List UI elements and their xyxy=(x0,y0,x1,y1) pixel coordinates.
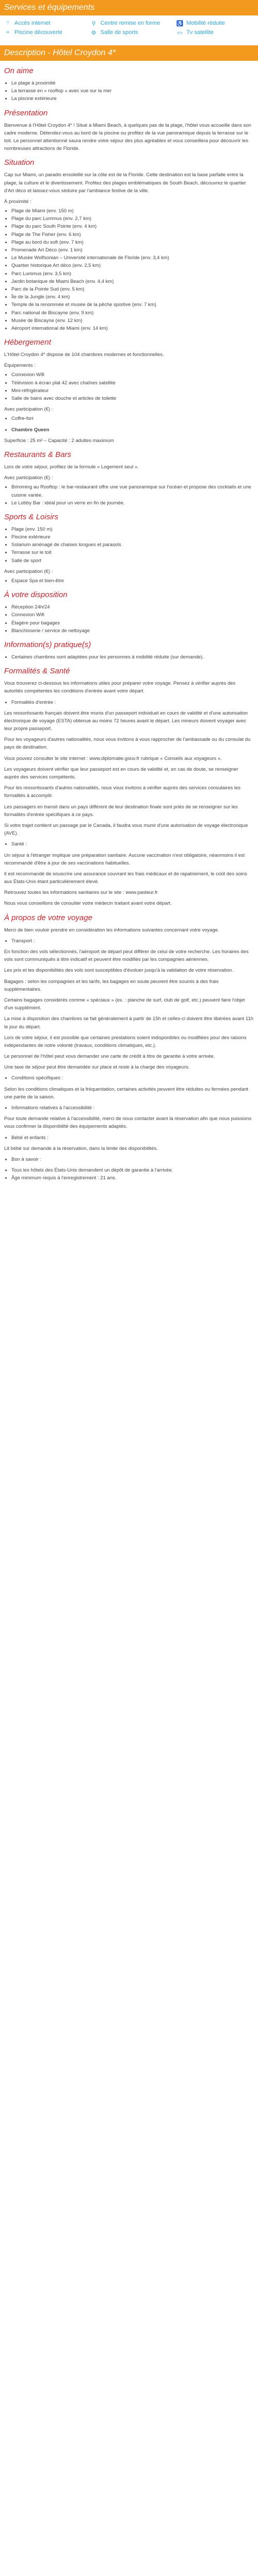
list-item: • Aéroport international de Miami (env. 14 km) xyxy=(11,325,254,332)
list-item: • Informations relatives à l'accessibilité : xyxy=(11,1104,254,1112)
situation-text: Cap sur Miami, un paradis ensoleillé sur la côte est de la Floride. Cette destination est la base parfaite entre la plage, la culture et le divertissement. Profitez des plages emblématiques de South Beach, découvrez le quartier d'Art déco et laissez-vous séduire par l'ambiance festive de la ville. xyxy=(4,172,246,194)
list-item: • Espace Spa et bien-être xyxy=(11,577,254,585)
service-label: Salle de sports xyxy=(100,29,138,36)
list-item: • Santé : xyxy=(11,840,254,848)
service-item xyxy=(176,20,254,27)
page xyxy=(0,0,258,1185)
service-item xyxy=(4,20,82,27)
hebergement-text: L'Hôtel Croydon 4* dispose de 104 chambres modernes et fonctionnelles. xyxy=(4,352,164,358)
list-item: • Salle de bains avec douche et articles de toilette xyxy=(11,395,254,402)
list-item: • Parc national de Biscayne (env. 9 km) xyxy=(11,309,254,317)
formalites-text: Les passagers en transit dans un pays différent de leur destination finale sont priés de se renseigner sur les formalités d'entrée spécifiques à ce pays. xyxy=(4,804,238,818)
section-situation: Situation xyxy=(4,158,35,167)
apropos-transport xyxy=(11,937,254,945)
list-item: • Brimming au Rooftop : le bar-restaurant offre une vue panoramique sur l'océan et propose des cocktails et une cuisine variée. xyxy=(11,483,254,499)
list-item: • Temple de la renommée et musée de la pêche sportive (env. 7 km) xyxy=(11,301,254,309)
apropos-text: Le personnel de l'hôtel peut vous demander une carte de crédit à titre de garantie à votre arrivée. xyxy=(4,1054,215,1060)
service-label: Accès internet xyxy=(14,20,51,26)
section-restaurants: Restaurants & Bars xyxy=(4,450,72,459)
apropos-access xyxy=(11,1104,254,1112)
list-item: • Âge minimum requis à l'enregistrement : 21 ans. xyxy=(11,1174,254,1182)
list-item: • Le Musée Wolfsonian – Université internationale de Floride (env. 3,4 km) xyxy=(11,254,254,262)
service-item xyxy=(90,29,168,36)
formalites-text: Vous pouvez consulter le site internet : www.diplomatie.gouv.fr rubrique « Conseils aux voyageurs ». xyxy=(4,755,222,761)
situation-list xyxy=(11,207,254,332)
list-item: • Blanchisserie / service de nettoyage xyxy=(11,627,254,635)
section-info: Information(s) pratique(s) xyxy=(4,640,91,649)
section-sports: Sports & Loisirs xyxy=(4,512,59,521)
presentation-text: Bienvenue à l'Hôtel Croydon 4* ! Situé à Miami Beach, à quelques pas de la plage, l'hôtel vous accueille dans son cadre moderne. Détendez-vous au bord de la piscine ou profitez de la vue panoramique depuis la terrasse sur le toit. Le personnel attentionné saura rendre votre séjour des plus agréables et vous conseillera pour découvrir les nombreuses attractions de Floride. xyxy=(4,122,251,152)
list-item: • Salle de sport xyxy=(11,557,254,565)
list-item: • Bébé et enfants : xyxy=(11,1134,254,1142)
list-item: • Plage de The Fisher (env. 6 km) xyxy=(11,231,254,239)
list-item: • Piscine extérieure xyxy=(11,533,254,541)
services-title: Services et équipements xyxy=(0,0,258,15)
list-item: • Réception 24h/24 xyxy=(11,603,254,611)
list-item: • Mini-réfrigérateur xyxy=(11,387,254,395)
fitness-icon: ⚲ xyxy=(91,20,96,27)
section-on-aime: On aime xyxy=(4,66,34,75)
list-item: • Plage au bord du soft (env. 7 km) xyxy=(11,239,254,246)
description-title: Description - Hôtel Croydon 4* xyxy=(0,45,258,61)
apropos-text: Selon les conditions climatiques et la fréquentation, certaines activités peuvent être réduites ou fermées pendant une partie de la saison. xyxy=(4,1086,249,1100)
list-item: • Bon à savoir : xyxy=(11,1156,254,1163)
apropos-text: Lit bébé sur demande à la réservation, dans la limite des disponibilités. xyxy=(4,1145,158,1151)
apropos-text: Bagages : selon les compagnies et les tarifs, les bagages en soute peuvent être soumis à des frais supplémentaires. xyxy=(4,978,219,992)
section-formalites: Formalités & Santé xyxy=(4,667,70,676)
list-item: • Étagère pour bagages xyxy=(11,619,254,627)
list-item: • Connexion Wifi xyxy=(11,611,254,619)
formalites-text: Retrouvez toutes les informations sanitaires sur le site : www.pasteur.fr xyxy=(4,890,158,896)
list-item: • Coffre-fort xyxy=(11,415,254,422)
list-item: • Plage (env. 150 m) xyxy=(11,526,254,533)
room-list xyxy=(11,426,254,434)
info-list xyxy=(11,653,254,661)
list-item: • Le Lobby Bar : idéal pour un verre en fin de journée. xyxy=(11,499,254,507)
list-item: • Connexion Wifi xyxy=(11,371,254,379)
pool-icon: ≈ xyxy=(6,29,10,36)
apropos-conditions xyxy=(11,1074,254,1082)
sports-list xyxy=(11,526,254,565)
service-item xyxy=(176,29,254,36)
service-item xyxy=(4,29,82,36)
list-item: • Plage de Miami (env. 150 m) xyxy=(11,207,254,215)
list-item: • La terrasse en « rooftop » avec vue sur la mer xyxy=(11,87,254,95)
list-item: • La piscine extérieure xyxy=(11,95,254,103)
apropos-bon-list xyxy=(11,1166,254,1182)
formalites-text: Nous vous conseillons de consulter votre médecin traitant avant votre départ. xyxy=(4,901,172,907)
heb-part-intro: Avec participation (€) : xyxy=(4,406,53,413)
list-item: • Musée de Biscayne (env. 12 km) xyxy=(11,317,254,325)
dispo-list xyxy=(11,603,254,635)
list-item: • Jardin botanique de Miami Beach (env. 4,4 km) xyxy=(11,278,254,285)
wheelchair-icon: ♿ xyxy=(176,20,184,27)
list-item: • Terrasse sur le toit xyxy=(11,549,254,556)
gym-icon: ⚙ xyxy=(91,29,96,36)
service-label: Mobilité réduite xyxy=(186,20,225,26)
list-item: • Parc Lummus (env. 3,5 km) xyxy=(11,270,254,278)
description-content xyxy=(0,65,258,1182)
section-presentation: Présentation xyxy=(4,108,48,117)
service-label: Centre remise en forme xyxy=(100,20,160,26)
resto-list xyxy=(11,483,254,507)
list-item: • Le plage à proximité xyxy=(11,79,254,87)
list-item: • Île de la Jungle (env. 4 km) xyxy=(11,293,254,301)
apropos-bon xyxy=(11,1156,254,1163)
service-item xyxy=(90,20,168,27)
situation-intro: À proximité : xyxy=(4,198,31,205)
resto-text: Lors de votre séjour, profitez de la formule « Logement seul ». xyxy=(4,464,139,470)
section-hebergement: Hébergement xyxy=(4,338,51,347)
tv-icon: ▭ xyxy=(177,29,183,36)
list-item: • Télévision à écran plat 42 avec chaînes satellite xyxy=(11,379,254,387)
apropos-intro: Merci de bien vouloir prendre en considération les informations suivantes concernant votre voyage. xyxy=(4,927,219,933)
room-name: • Chambre Queen xyxy=(11,426,254,434)
formalites-sante xyxy=(11,840,254,848)
service-label: Piscine découverte xyxy=(14,29,62,36)
sports-part-intro: Avec participation (€) : xyxy=(4,568,53,574)
apropos-text: En fonction des vols sélectionnés, l'aéroport de départ peut différer de celui de votre recherche. Les horaires des vols sont communiqués à titre indicatif et peuvent être modifiés par les compagnies aériennes. xyxy=(4,949,249,963)
list-item: • Quartier historique Art déco (env. 2,5 km) xyxy=(11,262,254,269)
section-disposition: À votre disposition xyxy=(4,590,68,600)
equip-intro: Équipements : xyxy=(4,363,36,369)
apropos-text: Certains bagages considérés comme « spéciaux » (ex. : planche de surf, club de golf, etc.) peuvent faire l'objet d'un supplément. xyxy=(4,997,245,1011)
formalites-text: Les ressortissants français doivent être munis d'un passeport individuel en cours de validité et d'une autorisation électronique de voyage (ESTA) obtenue au moins 72 heures avant le départ. Les mineurs doivent voyager avec leur propre passeport. xyxy=(4,710,248,732)
resto-part-intro: Avec participation (€) : xyxy=(4,475,53,481)
formalites-text: Pour les ressortissants d'autres nationalités, nous vous invitons à vérifier auprès des services consulaires les formalités à accomplir. xyxy=(4,785,241,799)
on-aime-list xyxy=(11,79,254,103)
apropos-text: Lors de votre séjour, il est possible que certaines prestations soient indisponibles ou modifiées pour des raisons indépendantes de notre volonté (travaux, conditions climatiques, etc.). xyxy=(4,1035,247,1048)
sports-part-list xyxy=(11,577,254,585)
formalites-text: Pour les voyageurs d'autres nationalités, nous vous invitons à vous rapprocher de l'ambassade ou du consulat du pays de destination. xyxy=(4,737,251,751)
formalites-text: Les voyageurs doivent vérifier que leur passeport est en cours de validité et, en cas de doute, se renseigner auprès des services compétents. xyxy=(4,766,238,780)
list-item: • Plage du parc South Pointe (env. 4 km) xyxy=(11,223,254,230)
list-item: • Formalités d'entrée : xyxy=(11,699,254,706)
formalites-text: Vous trouverez ci-dessous les informations utiles pour préparer votre voyage. Pensez à vérifier auprès des autorités compétentes les conditions d'entrée avant votre départ. xyxy=(4,681,236,694)
list-item: • Plage du parc Lummus (env. 2,7 km) xyxy=(11,215,254,223)
wifi-icon: ⌔ xyxy=(5,20,11,26)
formalites-entry xyxy=(11,699,254,706)
list-item: • Certaines chambres sont adaptées pour les personnes à mobilité réduite (sur demande). xyxy=(11,653,254,661)
section-apropos: À propos de votre voyage xyxy=(4,913,92,922)
apropos-text: Les prix et les disponibilités des vols sont susceptibles d'évoluer jusqu'à la validation de votre réservation. xyxy=(4,968,234,974)
services-grid xyxy=(0,20,258,40)
formalites-text: Si votre trajet contient un passage par le Canada, il faudra vous munir d'une autorisation de voyage électronique (AVE). xyxy=(4,822,248,837)
heb-part-list xyxy=(11,415,254,422)
service-label: Tv satellite xyxy=(186,29,214,36)
list-item: • Conditions spécifiques : xyxy=(11,1074,254,1082)
apropos-bebe xyxy=(11,1134,254,1142)
list-item: • Parc de la Pointe Sud (env. 5 km) xyxy=(11,285,254,293)
apropos-text: Pour toute demande relative à l'accessibilité, merci de nous contacter avant la réservation afin que nous puissions vous confirmer la disponibilité des équipements adaptés. xyxy=(4,1116,252,1130)
formalites-text: Il est recommandé de souscrire une assurance couvrant les frais médicaux et de rapatriement, le coût des soins aux États-Unis étant particulièrement élevé. xyxy=(4,871,248,885)
apropos-text: Une taxe de séjour peut être demandée sur place et reste à la charge des voyageurs. xyxy=(4,1064,190,1071)
apropos-text: La mise à disposition des chambres se fait généralement à partir de 15h et celles-ci doivent être libérées avant 11h le jour du départ. xyxy=(4,1016,254,1030)
room-surface: Superficie : 25 m² – Capacité : 2 adultes maximum xyxy=(4,437,114,444)
list-item: • Promenade Art Déco (env. 1 km) xyxy=(11,246,254,254)
equip-list xyxy=(11,371,254,402)
formalites-text: Un séjour à l'étranger implique une préparation sanitaire. Aucune vaccination n'est obligatoire, néanmoins il est recommandé d'être à jour de ses vaccinations habituelles. xyxy=(4,852,245,866)
list-item: • Tous les hôtels des États-Unis demandent un dépôt de garantie à l'arrivée. xyxy=(11,1166,254,1174)
list-item: • Transport : xyxy=(11,937,254,945)
list-item: • Solarium aménagé de chaises longues et parasols xyxy=(11,541,254,549)
